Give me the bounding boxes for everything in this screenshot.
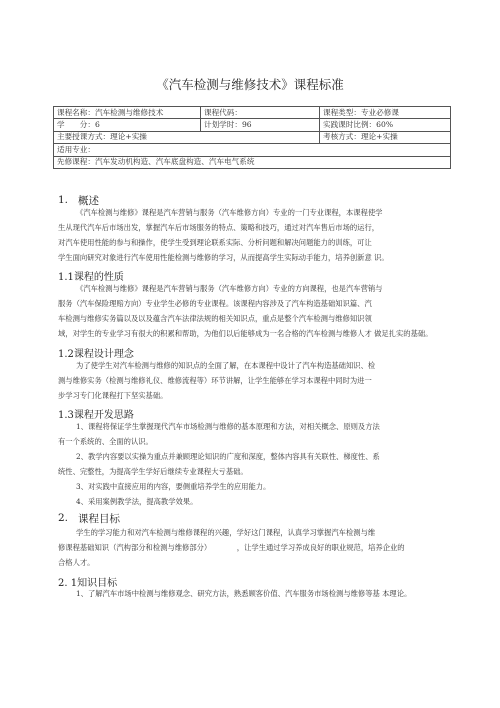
section-2-number: 2. xyxy=(58,512,69,524)
text-line: 4、采用案例教学法，提高教学效果。 xyxy=(76,496,198,506)
section-1-number: 1. xyxy=(58,194,69,206)
text-line: 3、对实践中直接应用的内容，要侧重培养学生的应用能力。 xyxy=(76,481,271,491)
text-line: 2、教学内容要以实操为重点并兼顾理论知识的广度和深度，整体内容具有关联性、梯度性、系 xyxy=(76,451,380,461)
text-line: 测与维修实务（检测与维修礼仪、维修流程等）环节讲解，让学生能够在学习本课程中同时为进一 xyxy=(58,375,372,385)
table-row xyxy=(54,131,451,143)
section-2-heading: 课程目标 xyxy=(78,513,120,525)
table-row xyxy=(54,119,451,131)
credits-cell: 学 分：6 xyxy=(54,119,201,131)
text-line: 有一个系统的、全面的认识。 xyxy=(58,436,153,446)
text-line: 域，对学生的专业学习有很大的积累和帮助，为他们以后能够成为一名合格的汽车检测与维修人才 做足扎实的基础。 xyxy=(58,328,433,338)
section-1-2-paragraph xyxy=(58,359,453,404)
text-line: 1、课程将保证学生掌握现代汽车市场检测与维修的基本原理和方法，对相关概念、原则及方法 xyxy=(76,422,380,431)
text-line: 1、了解汽车市场中检测与维修观念、研究方法，熟悉顾客价值、汽车服务市场检测与维修等基 本理论。 xyxy=(76,589,412,598)
teaching-method-cell: 主要授课方式：理论+实操 xyxy=(54,131,320,143)
text-line: 生从现代汽车后市场出发，掌握汽车后市场服务的特点、策略和技巧，通过对汽车售后市场的运行， xyxy=(58,222,380,232)
text-line: 为了使学生对汽车检测与维修的知识点的全面了解，在本课程中设计了汽车构造基础知识、检 xyxy=(76,361,376,370)
table-row xyxy=(54,156,451,168)
table-row xyxy=(54,107,451,119)
prerequisite-cell: 先修课程：汽车发动机构造、汽车底盘构造、汽车电气系统 xyxy=(54,156,451,168)
section-1-paragraph xyxy=(58,206,453,266)
assessment-cell: 考核方式：理论+实操 xyxy=(320,131,451,143)
section-1-1-heading: 1.1课程的性质 xyxy=(58,272,124,283)
text-line: 统性、完整性，为提高学生学好后继续专业课程大亏基础。 xyxy=(58,466,248,476)
section-1-3-heading: 1.3课程开发思路 xyxy=(58,410,134,421)
section-2-1-heading: 2. 1知识目标 xyxy=(58,578,118,589)
text-line: 《汽车检测与维修》课程是汽车营销与服务（汽车维修方向）专业的一门专业课程，本课程使学 xyxy=(76,208,383,217)
section-1-1-paragraph xyxy=(58,282,453,342)
major-cell: 适用专业： xyxy=(54,144,451,156)
text-line: 车检测与维修实务篇以及以及蕴含汽车法律法规的相关知识点，重点是整个汽车检测与维修知识领 xyxy=(58,313,372,323)
section-1-3-paragraph xyxy=(58,420,453,509)
course-type-cell: 课程类型：专业必修课 xyxy=(320,107,451,119)
course-code-cell: 课程代码： xyxy=(201,107,320,119)
section-1-heading: 概述 xyxy=(78,195,99,207)
text-line: 服务（汽车保险理赔方向）专业学生必修的专业课程。该课程内容涉及了汽车构造基础知识篇、汽 xyxy=(58,298,372,308)
section-2-paragraph xyxy=(58,526,453,571)
practice-ratio-cell: 实践课时比例：60% xyxy=(320,119,451,131)
text-line: 合格人才。 xyxy=(58,557,95,567)
text-line: 修课程基础知识（汽构部分和检测与维修部分） ，让学生通过学习养成良好的职业规范，培养企业的 xyxy=(58,542,405,552)
text-line: 步学习专门化课程打下坚实基础。 xyxy=(58,390,168,400)
table-row xyxy=(54,144,451,156)
text-line: 对汽车使用性能的参与和操作，使学生受到理论联系实际、分析问题和解决问题能力的训练，可让 xyxy=(58,237,372,247)
section-2-1-paragraph xyxy=(58,587,453,602)
hours-cell: 计划学时：96 xyxy=(201,119,320,131)
section-1-2-heading: 1.2课程设计理念 xyxy=(58,349,134,360)
text-line: 学生面向研究对象进行汽车使用性能检测与维修的学习，从而提高学生实际动手能力，培养创新意 识。 xyxy=(58,252,389,262)
text-line: 《汽车检测与维修》课程是汽车营销与服务（汽车维修方向）专业的方向课程，也是汽车营销与 xyxy=(76,284,383,293)
document-title: 《汽车检测与维修技术》课程标准 xyxy=(156,77,344,92)
course-name-cell: 课程名称：汽车检测与维修技术 xyxy=(54,107,201,119)
text-line: 学生的学习能力和对汽车检测与维修课程的兴趣，学好这门课程，认真学习掌握汽车检测与维 xyxy=(76,528,376,537)
course-info-table xyxy=(53,106,451,169)
